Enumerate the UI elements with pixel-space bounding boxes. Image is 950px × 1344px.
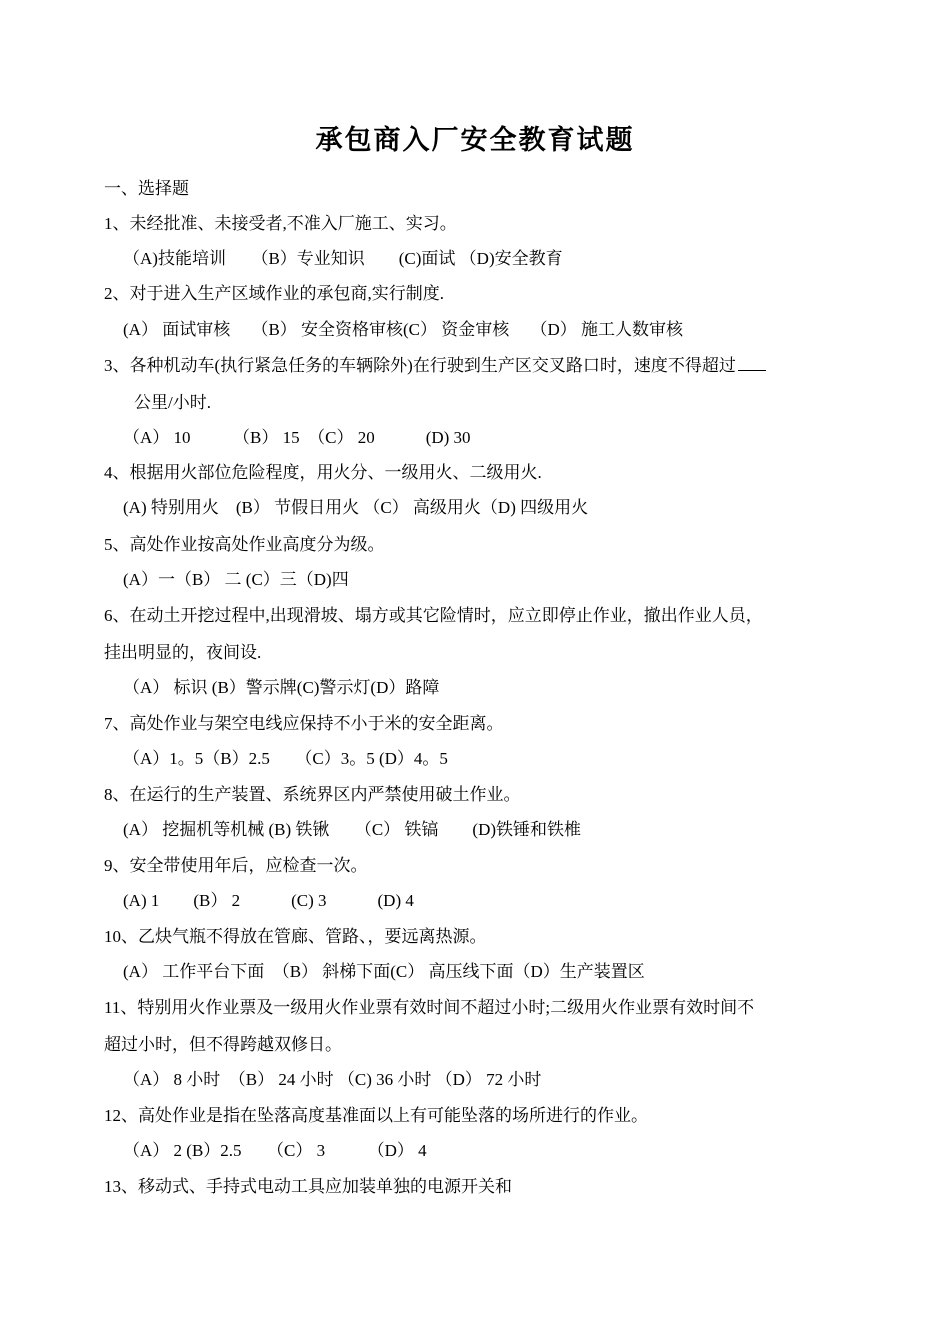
question-11-continued: 超过小时，但不得跨越双修日。 [104, 1035, 342, 1054]
question-11: 11、特别用火作业票及一级用火作业票有效时间不超过小时;二级用火作业票有效时间不 [104, 998, 755, 1017]
question-8: 8、在运行的生产装置、系统界区内严禁使用破土作业。 [104, 785, 521, 804]
question-1-options: （A)技能培训 （B）专业知识 (C)面试 （D)安全教育 [123, 249, 563, 268]
question-2: 2、对于进入生产区域作业的承包商,实行制度. [104, 284, 444, 303]
question-7: 7、高处作业与架空电线应保持不小于米的安全距离。 [104, 714, 504, 733]
question-3-continued: 公里/小时. [134, 393, 211, 412]
question-10-options: (A） 工作平台下面 （B） 斜梯下面(C） 高压线下面（D）生产装置区 [123, 962, 645, 981]
page-title: 承包商入厂安全教育试题 [315, 125, 635, 155]
question-12-options: （A） 2 (B）2.5 （C） 3 （D） 4 [123, 1141, 427, 1160]
question-5-options: (A）一（B） 二 (C）三（D)四 [123, 570, 349, 589]
question-5: 5、高处作业按高处作业高度分为级。 [104, 535, 385, 554]
question-13: 13、移动式、手持式电动工具应加装单独的电源开关和 [104, 1177, 512, 1196]
question-8-options: (A） 挖掘机等机械 (B) 铁锹 （C） 铁镐 (D)铁锤和铁椎 [123, 820, 582, 839]
question-3-text: 3、各种机动车(执行紧急任务的车辆除外)在行驶到生产区交叉路口时，速度不得超过 [104, 356, 736, 375]
question-10: 10、乙炔气瓶不得放在管廊、管路、，要远离热源。 [104, 927, 487, 946]
question-4-options: (A) 特别用火 (B） 节假日用火 （C） 高级用火（D) 四级用火 [123, 498, 589, 517]
question-4: 4、根据用火部位危险程度，用火分、一级用火、二级用火. [104, 463, 542, 482]
question-9-options: (A) 1 (B） 2 (C) 3 (D) 4 [123, 891, 414, 910]
question-12: 12、高处作业是指在坠落高度基准面以上有可能坠落的场所进行的作业。 [104, 1106, 648, 1125]
question-1: 1、未经批准、未接受者,不准入厂施工、实习。 [104, 214, 457, 233]
answer-blank [738, 355, 766, 371]
question-6: 6、在动土开挖过程中,出现滑坡、塌方或其它险情时，应立即停止作业，撤出作业人员， [104, 606, 763, 625]
question-6-continued: 挂出明显的，夜间设. [104, 643, 262, 662]
question-3 [104, 355, 766, 377]
question-2-options: (A） 面试审核 （B） 安全资格审核(C） 资金审核 （D） 施工人数审核 [123, 320, 684, 339]
question-9: 9、安全带使用年后，应检查一次。 [104, 856, 368, 875]
question-3-options: （A） 10 （B） 15 （C） 20 (D) 30 [123, 428, 471, 447]
question-7-options: （A）1。5（B）2.5 （C）3。5 (D）4。5 [123, 749, 448, 768]
question-11-options: （A） 8 小时 （B） 24 小时 （C) 36 小时 （D） 72 小时 [123, 1070, 542, 1089]
section-heading: 一、选择题 [104, 179, 189, 198]
question-6-options: （A） 标识 (B）警示牌(C)警示灯(D）路障 [123, 678, 440, 697]
